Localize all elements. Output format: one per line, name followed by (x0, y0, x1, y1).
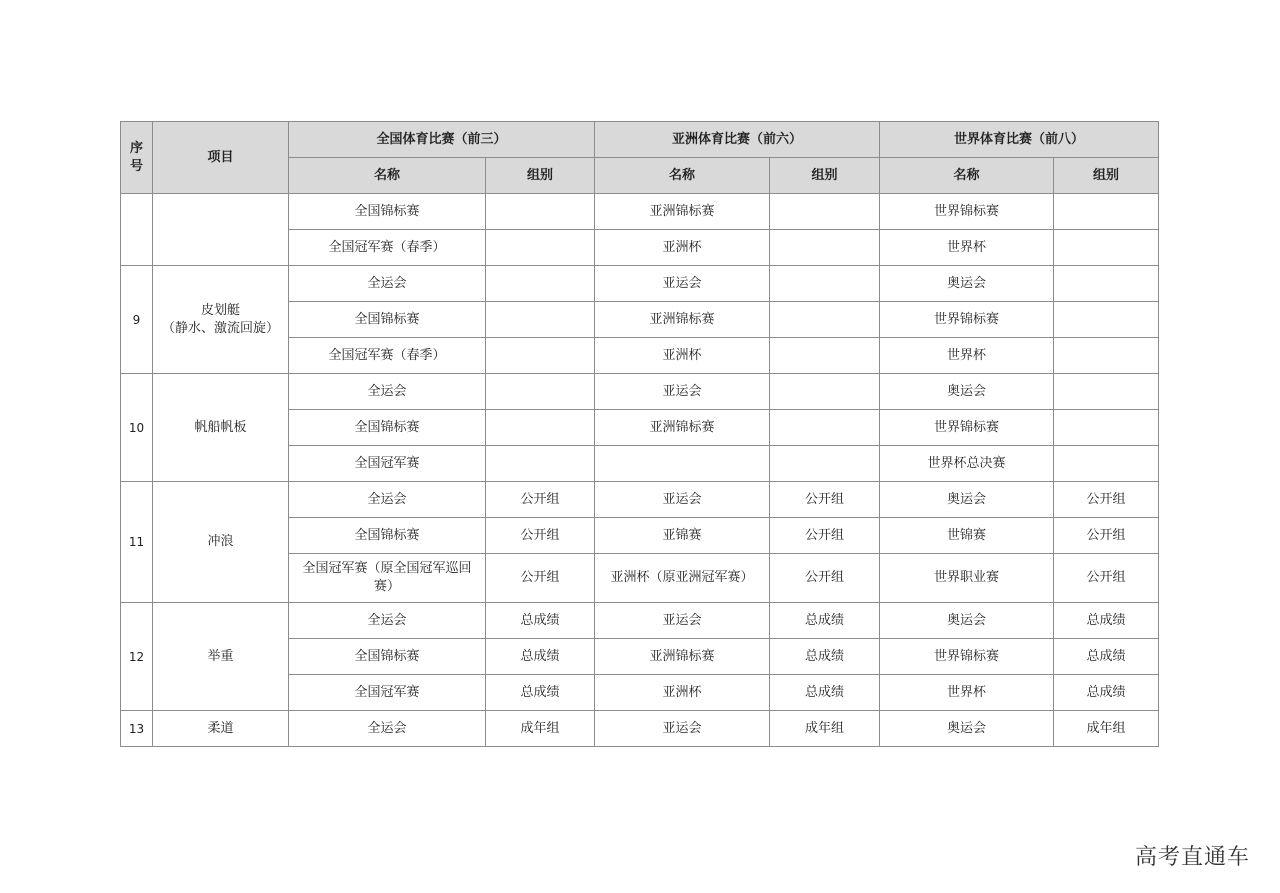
national-category (486, 302, 595, 338)
row-seq: 10 (121, 374, 153, 482)
asian-event-name: 亚洲杯（原亚洲冠军赛） (595, 554, 770, 603)
sports-events-table (120, 121, 1159, 747)
asian-event-name: 亚运会 (595, 266, 770, 302)
world-category (1054, 374, 1159, 410)
asian-event-name: 亚洲杯 (595, 675, 770, 711)
national-category (486, 194, 595, 230)
world-event-name: 世界杯 (880, 338, 1054, 374)
world-event-name: 奥运会 (880, 603, 1054, 639)
world-category (1054, 194, 1159, 230)
national-event-name: 全运会 (289, 711, 486, 747)
row-project (153, 194, 289, 266)
asian-event-name: 亚运会 (595, 374, 770, 410)
world-event-name: 世界锦标赛 (880, 639, 1054, 675)
national-category: 公开组 (486, 482, 595, 518)
asian-category (770, 266, 880, 302)
asian-category (770, 338, 880, 374)
world-category (1054, 410, 1159, 446)
asian-category: 公开组 (770, 482, 880, 518)
row-project: 帆船帆板 (153, 374, 289, 482)
world-event-name: 世界职业赛 (880, 554, 1054, 603)
national-event-name: 全国锦标赛 (289, 639, 486, 675)
asian-category (770, 410, 880, 446)
world-category (1054, 338, 1159, 374)
world-event-name: 奥运会 (880, 374, 1054, 410)
national-event-name: 全国锦标赛 (289, 302, 486, 338)
asian-event-name: 亚洲杯 (595, 230, 770, 266)
world-category: 成年组 (1054, 711, 1159, 747)
table-row (121, 711, 1159, 747)
national-category (486, 230, 595, 266)
national-event-name: 全运会 (289, 374, 486, 410)
asian-event-name: 亚洲锦标赛 (595, 410, 770, 446)
asian-event-name (595, 446, 770, 482)
national-event-name: 全运会 (289, 266, 486, 302)
asian-category: 总成绩 (770, 675, 880, 711)
header-category: 组别 (1054, 158, 1159, 194)
header-category: 组别 (486, 158, 595, 194)
national-category: 总成绩 (486, 603, 595, 639)
asian-category (770, 302, 880, 338)
national-category (486, 374, 595, 410)
world-category: 公开组 (1054, 482, 1159, 518)
asian-event-name: 亚锦赛 (595, 518, 770, 554)
table-row (121, 482, 1159, 518)
watermark: 高考直通车 (1134, 845, 1250, 870)
header-national: 全国体育比赛（前三） (289, 122, 595, 158)
row-seq (121, 194, 153, 266)
row-project: 冲浪 (153, 482, 289, 603)
table-row (121, 374, 1159, 410)
national-event-name: 全国锦标赛 (289, 518, 486, 554)
row-seq: 12 (121, 603, 153, 711)
national-category: 公开组 (486, 518, 595, 554)
world-category (1054, 302, 1159, 338)
row-project: 举重 (153, 603, 289, 711)
row-seq: 11 (121, 482, 153, 603)
row-seq: 9 (121, 266, 153, 374)
national-event-name: 全运会 (289, 603, 486, 639)
table-row (121, 603, 1159, 639)
world-event-name: 奥运会 (880, 266, 1054, 302)
world-category: 公开组 (1054, 518, 1159, 554)
asian-category: 总成绩 (770, 639, 880, 675)
table-row (121, 194, 1159, 230)
national-category (486, 410, 595, 446)
row-project: 皮划艇 （静水、激流回旋） (153, 266, 289, 374)
header-world: 世界体育比赛（前八） (880, 122, 1159, 158)
national-event-name: 全国冠军赛（原全国冠军巡回赛） (289, 554, 486, 603)
asian-category (770, 194, 880, 230)
national-event-name: 全国冠军赛（春季） (289, 338, 486, 374)
world-category: 总成绩 (1054, 603, 1159, 639)
world-event-name: 世界杯总决赛 (880, 446, 1054, 482)
asian-category (770, 374, 880, 410)
header-category: 组别 (770, 158, 880, 194)
asian-category: 成年组 (770, 711, 880, 747)
national-event-name: 全国冠军赛（春季） (289, 230, 486, 266)
asian-event-name: 亚洲锦标赛 (595, 302, 770, 338)
asian-category: 公开组 (770, 518, 880, 554)
national-category (486, 338, 595, 374)
asian-category (770, 230, 880, 266)
row-seq: 13 (121, 711, 153, 747)
table-row (121, 266, 1159, 302)
world-category (1054, 266, 1159, 302)
world-category: 公开组 (1054, 554, 1159, 603)
world-category (1054, 446, 1159, 482)
asian-category: 总成绩 (770, 603, 880, 639)
national-category: 成年组 (486, 711, 595, 747)
header-seq: 序 号 (121, 122, 153, 194)
world-event-name: 世界锦标赛 (880, 194, 1054, 230)
national-category: 公开组 (486, 554, 595, 603)
world-event-name: 奥运会 (880, 482, 1054, 518)
national-event-name: 全国冠军赛 (289, 675, 486, 711)
national-category (486, 266, 595, 302)
row-project: 柔道 (153, 711, 289, 747)
world-category: 总成绩 (1054, 639, 1159, 675)
asian-event-name: 亚洲杯 (595, 338, 770, 374)
national-category (486, 446, 595, 482)
national-event-name: 全国锦标赛 (289, 194, 486, 230)
world-event-name: 世锦赛 (880, 518, 1054, 554)
header-name: 名称 (880, 158, 1054, 194)
asian-event-name: 亚运会 (595, 711, 770, 747)
national-event-name: 全运会 (289, 482, 486, 518)
world-event-name: 世界杯 (880, 675, 1054, 711)
header-name: 名称 (289, 158, 486, 194)
table-body (121, 194, 1159, 747)
national-event-name: 全国锦标赛 (289, 410, 486, 446)
header-project: 项目 (153, 122, 289, 194)
world-event-name: 世界锦标赛 (880, 302, 1054, 338)
national-category: 总成绩 (486, 639, 595, 675)
national-category: 总成绩 (486, 675, 595, 711)
table-header (121, 122, 1159, 194)
world-category: 总成绩 (1054, 675, 1159, 711)
world-event-name: 奥运会 (880, 711, 1054, 747)
world-category (1054, 230, 1159, 266)
asian-event-name: 亚运会 (595, 603, 770, 639)
asian-category (770, 446, 880, 482)
asian-event-name: 亚洲锦标赛 (595, 194, 770, 230)
asian-event-name: 亚运会 (595, 482, 770, 518)
world-event-name: 世界锦标赛 (880, 410, 1054, 446)
header-asian: 亚洲体育比赛（前六） (595, 122, 880, 158)
header-name: 名称 (595, 158, 770, 194)
asian-category: 公开组 (770, 554, 880, 603)
world-event-name: 世界杯 (880, 230, 1054, 266)
national-event-name: 全国冠军赛 (289, 446, 486, 482)
asian-event-name: 亚洲锦标赛 (595, 639, 770, 675)
